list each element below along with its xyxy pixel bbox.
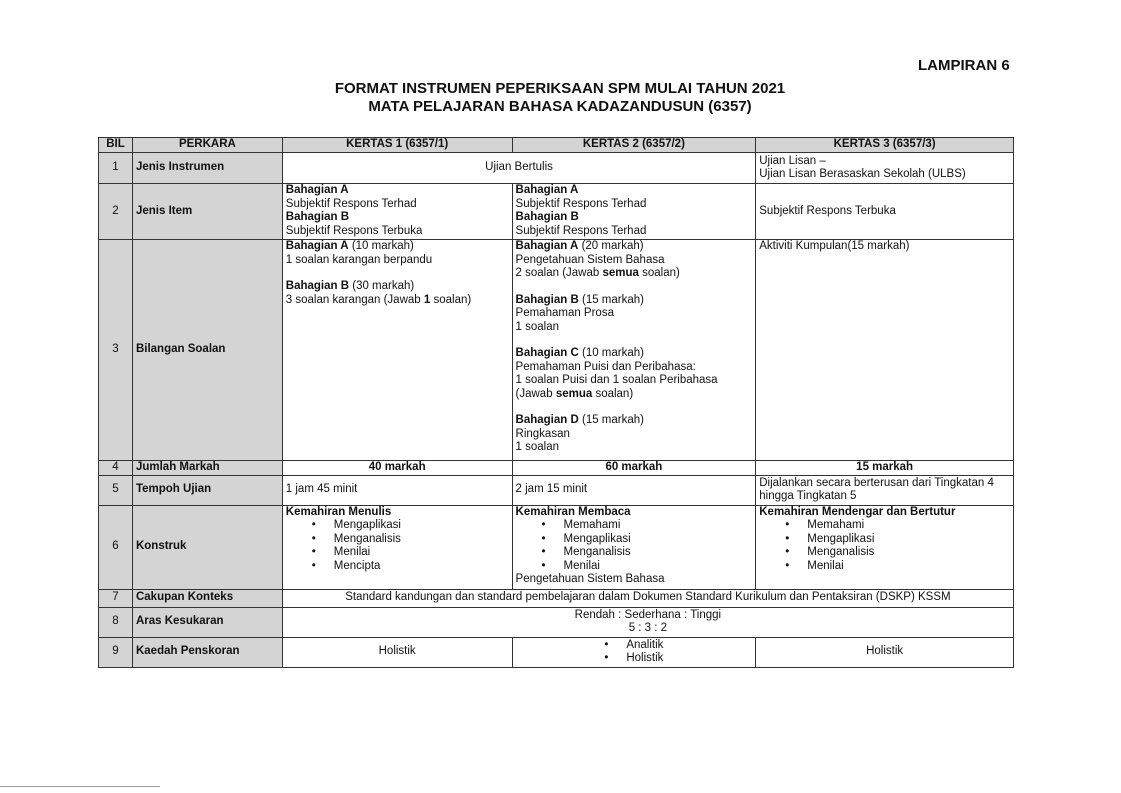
cakupan-konteks-text: Standard kandungan dan standard pembelajaran dalam Dokumen Standard Kurikulum dan Pentaksiran (DSKP) KSSM xyxy=(282,589,1013,607)
bahagian-c-heading xyxy=(516,347,753,361)
row-cakupan-konteks xyxy=(99,589,1014,607)
bil-cell: 7 xyxy=(99,589,133,607)
row-jenis-instrumen xyxy=(99,153,1014,184)
list-item: • Menilai xyxy=(785,560,1010,574)
bil-cell: 4 xyxy=(99,461,133,476)
list-item: • Mencipta xyxy=(312,560,509,574)
section-title: Bahagian A xyxy=(515,184,579,196)
jenis-item-k1 xyxy=(282,184,512,240)
list-item: • Memahami xyxy=(542,519,753,533)
perkara-cell: Konstruk xyxy=(132,505,282,589)
row-kaedah-penskoran xyxy=(99,637,1014,667)
jumlah-markah-k3: 15 markah xyxy=(756,461,1014,476)
title-line-1: FORMAT INSTRUMEN PEPERIKSAAN SPM MULAI TAHUN 2021 xyxy=(334,80,786,97)
section-title: Bahagian A xyxy=(285,184,349,196)
header-row xyxy=(99,138,1014,153)
konstruk-k3 xyxy=(756,505,1014,589)
item-type: Subjektif Respons Terhad xyxy=(285,197,417,210)
list-item: • Mengaplikasi xyxy=(542,533,753,547)
format-table xyxy=(98,137,1014,668)
header-kertas-1: KERTAS 1 (6357/1) xyxy=(282,138,512,153)
row-jenis-item xyxy=(99,184,1014,240)
list-item: • Holistik xyxy=(604,652,663,666)
bil-cell: 5 xyxy=(99,475,133,505)
scan-edge-line xyxy=(0,786,160,787)
list-item: • Mengaplikasi xyxy=(785,533,1010,547)
row-aras-kesukaran xyxy=(99,607,1014,637)
header-kertas-2: KERTAS 2 (6357/2) xyxy=(512,138,756,153)
section-marks: (20 markah) xyxy=(578,240,644,252)
list-item: • Menganalisis xyxy=(542,546,753,560)
perkara-cell: Jumlah Markah xyxy=(132,461,282,476)
difficulty-levels: Rendah : Sederhana : Tinggi xyxy=(574,608,722,621)
question-info: 2 soalan (Jawab semua soalan) xyxy=(515,267,680,279)
section-title: Bahagian B xyxy=(515,293,579,306)
section-title: Bahagian C xyxy=(515,347,579,359)
section-marks: (15 markah) xyxy=(578,414,644,426)
k3-line-2: Ujian Lisan Berasaskan Sekolah (ULBS) xyxy=(759,168,966,180)
perkara-cell: Cakupan Konteks xyxy=(132,589,282,607)
question-info: Pemahaman Puisi dan Peribahasa: xyxy=(515,360,696,373)
bil-cell: 3 xyxy=(99,240,133,461)
question-info: 3 soalan karangan (Jawab 1 soalan) xyxy=(285,293,472,306)
section-marks: (10 markah) xyxy=(578,347,644,359)
row-tempoh-ujian xyxy=(99,475,1014,505)
section-title: Bahagian B xyxy=(285,211,350,223)
bahagian-a-heading xyxy=(286,240,509,254)
section-marks: (30 markah) xyxy=(349,280,415,292)
bahagian-b-heading xyxy=(516,294,753,308)
jenis-instrumen-k1-k2: Ujian Bertulis xyxy=(282,153,755,184)
bahagian-a-heading xyxy=(516,240,753,254)
skill-list xyxy=(759,519,1010,573)
tempoh-ujian-k2: 2 jam 15 minit xyxy=(512,475,756,505)
bilangan-soalan-k1 xyxy=(282,240,512,461)
list-item: • Memahami xyxy=(785,519,1010,533)
header-kertas-3: KERTAS 3 (6357/3) xyxy=(756,138,1014,153)
kaedah-penskoran-k1: Holistik xyxy=(282,637,512,667)
question-info: Pemahaman Prosa xyxy=(515,307,614,319)
skill-footer: Pengetahuan Sistem Bahasa xyxy=(515,573,665,585)
row-jumlah-markah xyxy=(99,461,1014,476)
row-bilangan-soalan xyxy=(99,240,1014,461)
tempoh-ujian-k3: Dijalankan secara berterusan dari Tingkatan 4 hingga Tingkatan 5 xyxy=(756,475,1014,505)
bil-cell: 8 xyxy=(99,607,133,637)
document-title xyxy=(240,80,880,116)
list-item: • Menilai xyxy=(542,560,753,574)
difficulty-ratio: 5 : 3 : 2 xyxy=(628,622,668,634)
bahagian-d-heading xyxy=(516,414,753,428)
skill-title: Kemahiran Mendengar dan Bertutur xyxy=(759,505,956,518)
list-item: • Mengaplikasi xyxy=(312,519,509,533)
section-marks: (10 markah) xyxy=(348,240,414,252)
list-item: • Menilai xyxy=(312,546,509,560)
tempoh-ujian-k1: 1 jam 45 minit xyxy=(282,475,512,505)
bilangan-soalan-k2 xyxy=(512,240,756,461)
question-info: 1 soalan xyxy=(515,441,560,453)
jenis-item-k3: Subjektif Respons Terbuka xyxy=(756,184,1014,240)
title-line-2: MATA PELAJARAN BAHASA KADAZANDUSUN (6357) xyxy=(368,98,752,115)
lampiran-label: LAMPIRAN 6 xyxy=(918,57,1010,74)
konstruk-k2 xyxy=(512,505,756,589)
skill-list xyxy=(286,519,509,573)
header-perkara: PERKARA xyxy=(132,138,282,153)
question-info: 1 soalan Puisi dan 1 soalan Peribahasa xyxy=(515,374,718,386)
bilangan-soalan-k3: Aktiviti Kumpulan(15 markah) xyxy=(756,240,1014,461)
bahagian-b-heading xyxy=(286,280,509,294)
perkara-cell: Jenis Instrumen xyxy=(132,153,282,184)
section-title: Bahagian A xyxy=(515,240,579,252)
item-type: Subjektif Respons Terbuka xyxy=(285,224,423,237)
item-type: Subjektif Respons Terhad xyxy=(515,197,647,210)
question-info: Ringkasan xyxy=(515,427,570,440)
skill-list xyxy=(516,519,753,573)
konstruk-k1 xyxy=(282,505,512,589)
bil-cell: 2 xyxy=(99,184,133,240)
jumlah-markah-k2: 60 markah xyxy=(512,461,756,476)
list-item: • Menganalisis xyxy=(312,533,509,547)
bil-cell: 6 xyxy=(99,505,133,589)
perkara-cell: Tempoh Ujian xyxy=(132,475,282,505)
section-title: Bahagian A xyxy=(285,240,349,252)
question-info: Pengetahuan Sistem Bahasa xyxy=(515,253,665,266)
jenis-instrumen-k3 xyxy=(756,153,1014,184)
perkara-cell: Bilangan Soalan xyxy=(132,240,282,461)
list-item: • Menganalisis xyxy=(785,546,1010,560)
jumlah-markah-k1: 40 markah xyxy=(282,461,512,476)
k3-line-1: Ujian Lisan – xyxy=(759,154,826,167)
perkara-cell: Jenis Item xyxy=(132,184,282,240)
skill-title: Kemahiran Menulis xyxy=(285,505,392,518)
section-title: Bahagian D xyxy=(515,414,579,426)
header-bil: BIL xyxy=(99,138,133,153)
perkara-cell: Aras Kesukaran xyxy=(132,607,282,637)
kaedah-penskoran-k3: Holistik xyxy=(756,637,1014,667)
kaedah-penskoran-k2 xyxy=(512,637,756,667)
question-info: (Jawab semua soalan) xyxy=(515,387,634,400)
perkara-cell: Kaedah Penskoran xyxy=(132,637,282,667)
question-info: 1 soalan karangan berpandu xyxy=(285,253,433,266)
section-title: Bahagian B xyxy=(515,211,579,223)
skill-title: Kemahiran Membaca xyxy=(515,505,631,518)
scoring-list xyxy=(604,639,663,666)
section-title: Bahagian B xyxy=(285,280,350,292)
list-item: • Analitik xyxy=(604,639,663,653)
item-type: Subjektif Respons Terhad xyxy=(515,224,647,237)
section-marks: (15 markah) xyxy=(578,293,644,306)
aras-kesukaran-value xyxy=(282,607,1013,637)
question-info: 1 soalan xyxy=(515,320,560,333)
bil-cell: 1 xyxy=(99,153,133,184)
jenis-item-k2 xyxy=(512,184,756,240)
row-konstruk xyxy=(99,505,1014,589)
bil-cell: 9 xyxy=(99,637,133,667)
